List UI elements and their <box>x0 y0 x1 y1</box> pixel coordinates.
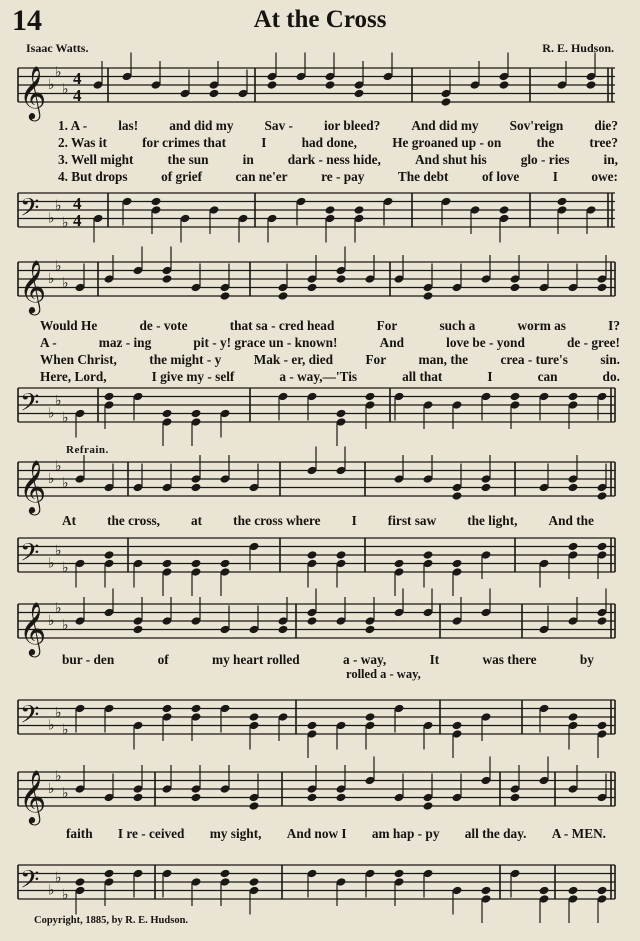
verse-3-line-1 <box>58 152 618 168</box>
lyric-syllable: 1. A - <box>58 118 88 133</box>
lyric-syllable: am hap - py <box>371 826 440 841</box>
lyric-syllable: sin. <box>600 352 620 367</box>
lyric-syllable: had done, <box>301 135 358 150</box>
hymn-title: At the Cross <box>253 6 387 33</box>
flat-icon: ♭ <box>48 210 55 227</box>
lyric-syllable: crea - ture's <box>500 352 568 367</box>
refrain-line-1 <box>62 513 594 529</box>
notehead <box>539 886 550 896</box>
notehead <box>104 869 115 879</box>
lyric-syllable: I give my - self <box>151 369 235 384</box>
flat-icon: ♭ <box>48 405 55 422</box>
lyric-syllable: las! <box>118 118 139 133</box>
notehead <box>249 877 260 887</box>
lyric-syllable: the light, <box>467 513 518 528</box>
lyric-syllable: A - MEN. <box>551 826 606 841</box>
lyric-syllable: And now I <box>286 826 347 841</box>
lyric-syllable: of grief <box>161 169 203 184</box>
verse-2-line-2 <box>40 335 620 351</box>
lyric-syllable: a - way, <box>343 652 387 667</box>
flat-icon: ♭ <box>55 768 62 785</box>
lyric-syllable: And <box>379 335 405 350</box>
treble-clef-icon: 𝄞 <box>19 65 47 119</box>
lyric-syllable: worm as <box>517 318 566 333</box>
flat-icon: ♭ <box>48 613 55 629</box>
treble-clef-icon: 𝄞 <box>19 601 47 655</box>
flat-icon: ♭ <box>62 886 69 903</box>
lyric-syllable: can <box>537 369 558 384</box>
lyric-syllable: the cross, <box>107 513 160 528</box>
lyric-syllable: in, <box>603 152 618 167</box>
flat-icon: ♭ <box>62 785 69 802</box>
lyric-syllable: of <box>157 652 169 667</box>
lyric-syllable: 3. Well might <box>58 152 134 167</box>
lyric-syllable: At <box>62 513 77 528</box>
flat-icon: ♭ <box>55 600 62 617</box>
lyric-syllable: do. <box>602 369 620 384</box>
lyric-syllable: He groaned up - on <box>392 135 502 150</box>
refrain-line-3 <box>66 826 606 842</box>
flat-icon: ♭ <box>48 271 55 287</box>
lyric-syllable: I <box>552 169 558 184</box>
verse-2-line-1 <box>58 135 618 151</box>
lyric-syllable: When Christ, <box>40 352 117 367</box>
lyric-syllable: I re - ceived <box>117 826 185 841</box>
refrain-label: Refrain. <box>66 444 109 456</box>
lyric-syllable: Mak - er, died <box>253 352 334 367</box>
lyric-syllable: Here, Lord, <box>40 369 107 384</box>
flat-icon: ♭ <box>62 475 69 492</box>
lyric-syllable: ior bleed? <box>324 118 381 133</box>
lyric-syllable: It <box>429 652 440 667</box>
flat-icon: ♭ <box>62 214 69 231</box>
lyric-syllable: tree? <box>589 135 618 150</box>
flat-icon: ♭ <box>55 392 62 409</box>
lyric-syllable: for crimes that <box>142 135 227 150</box>
lyric-syllable: Would He <box>40 318 98 333</box>
lyric-syllable: love be - yond <box>446 335 525 350</box>
lyric-syllable: the cross where <box>233 513 321 528</box>
lyric-syllable: and did my <box>169 118 234 133</box>
lyric-syllable: my heart rolled <box>212 652 300 667</box>
lyric-syllable: the might - y <box>149 352 222 367</box>
flat-icon: ♭ <box>55 542 62 559</box>
bass-clef-icon: 𝄢 <box>20 388 40 424</box>
lyric-syllable: And shut his <box>414 152 487 167</box>
flat-icon: ♭ <box>48 471 55 487</box>
notehead <box>220 869 231 879</box>
lyric-syllable: dark - ness hide, <box>287 152 381 167</box>
treble-clef-icon: 𝄞 <box>19 769 47 823</box>
lyric-syllable: the sun <box>167 152 209 167</box>
lyric-syllable: glo - ries <box>520 152 570 167</box>
lyric-syllable: owe: <box>591 169 618 184</box>
lyric-syllable: die? <box>594 118 618 133</box>
lyric-syllable: 2. Was it <box>58 135 107 150</box>
author-credit: Isaac Watts. <box>26 41 89 55</box>
lyric-syllable: For <box>376 318 398 333</box>
lyric-syllable: was there <box>482 652 537 667</box>
lyric-syllable: I <box>261 135 267 150</box>
lyric-syllable: a - way,—'Tis <box>279 369 358 384</box>
lyric-syllable: re - pay <box>321 169 365 184</box>
flat-icon: ♭ <box>48 77 55 93</box>
composer-credit: R. E. Hudson. <box>542 41 614 55</box>
hymn-number: 14 <box>12 4 42 37</box>
flat-icon: ♭ <box>62 559 69 576</box>
lyric-syllable: pit - y! grace un - known! <box>193 335 338 350</box>
verse-1-line-2 <box>40 318 620 334</box>
lyric-syllable: 4. But drops <box>58 169 128 184</box>
lyric-syllable: first saw <box>387 513 437 528</box>
flat-icon: ♭ <box>55 258 62 275</box>
lyric-syllable: all the day. <box>464 826 527 841</box>
lyric-syllable: the <box>536 135 555 150</box>
lyric-syllable: my sight, <box>209 826 262 841</box>
notehead <box>75 877 86 887</box>
lyric-syllable: bur - den <box>62 652 115 667</box>
lyric-syllable: I <box>351 513 357 528</box>
lyric-syllable: I <box>487 369 493 384</box>
bass-clef-icon: 𝄢 <box>20 193 40 229</box>
lyric-syllable: de - vote <box>139 318 188 333</box>
refrain-alto-echo: rolled a - way, <box>346 667 421 681</box>
time-signature-bottom: 4 <box>73 86 82 105</box>
copyright-notice: Copyright, 1885, by R. E. Hudson. <box>34 915 189 926</box>
lyric-syllable: For <box>365 352 387 367</box>
bass-clef-icon: 𝄢 <box>20 700 40 736</box>
lyric-syllable: all that <box>402 369 443 384</box>
lyric-syllable: that sa - cred head <box>229 318 335 333</box>
lyric-syllable: de - gree! <box>567 335 620 350</box>
treble-clef-icon: 𝄞 <box>19 459 47 513</box>
lyric-syllable: can ne'er <box>235 169 288 184</box>
lyric-syllable: man, the <box>418 352 469 367</box>
flat-icon: ♭ <box>48 555 55 572</box>
flat-icon: ♭ <box>55 869 62 886</box>
lyric-syllable: in <box>242 152 254 167</box>
notehead <box>481 886 492 896</box>
flat-icon: ♭ <box>55 64 62 81</box>
flat-icon: ♭ <box>62 81 69 98</box>
lyric-syllable: such a <box>439 318 476 333</box>
lyric-syllable: I? <box>608 318 620 333</box>
lyric-syllable: by <box>579 652 594 667</box>
flat-icon: ♭ <box>48 882 55 899</box>
flat-icon: ♭ <box>62 409 69 426</box>
flat-icon: ♭ <box>48 781 55 797</box>
notehead <box>394 869 405 879</box>
verse-4-line-1 <box>58 169 618 185</box>
flat-icon: ♭ <box>55 704 62 721</box>
flat-icon: ♭ <box>55 197 62 214</box>
lyric-syllable: Sov'reign <box>509 118 564 133</box>
flat-icon: ♭ <box>48 717 55 734</box>
lyric-syllable: at <box>191 513 203 528</box>
verse-4-line-2 <box>40 369 620 385</box>
flat-icon: ♭ <box>62 275 69 292</box>
lyric-syllable: And the <box>548 513 594 528</box>
treble-clef-icon: 𝄞 <box>19 259 47 313</box>
refrain-line-2 <box>62 652 594 668</box>
flat-icon: ♭ <box>55 458 62 475</box>
bass-clef-icon: 𝄢 <box>20 865 40 901</box>
flat-icon: ♭ <box>62 721 69 738</box>
lyric-syllable: Sav - <box>264 118 293 133</box>
lyric-syllable: And did my <box>411 118 479 133</box>
time-signature-top: 4 <box>73 69 82 88</box>
flat-icon: ♭ <box>62 617 69 634</box>
lyric-syllable: The debt <box>397 169 449 184</box>
lyric-syllable: of love <box>481 169 520 184</box>
time-signature-bottom: 4 <box>73 211 82 230</box>
notehead <box>597 886 608 896</box>
notehead <box>568 886 579 896</box>
verse-1-line-1 <box>58 118 618 134</box>
lyric-syllable: A - <box>40 335 57 350</box>
bass-clef-icon: 𝄢 <box>20 538 40 574</box>
lyric-syllable: faith <box>66 826 93 841</box>
lyric-syllable: maz - ing <box>98 335 152 350</box>
time-signature-top: 4 <box>73 194 82 213</box>
verse-3-line-2 <box>40 352 620 368</box>
